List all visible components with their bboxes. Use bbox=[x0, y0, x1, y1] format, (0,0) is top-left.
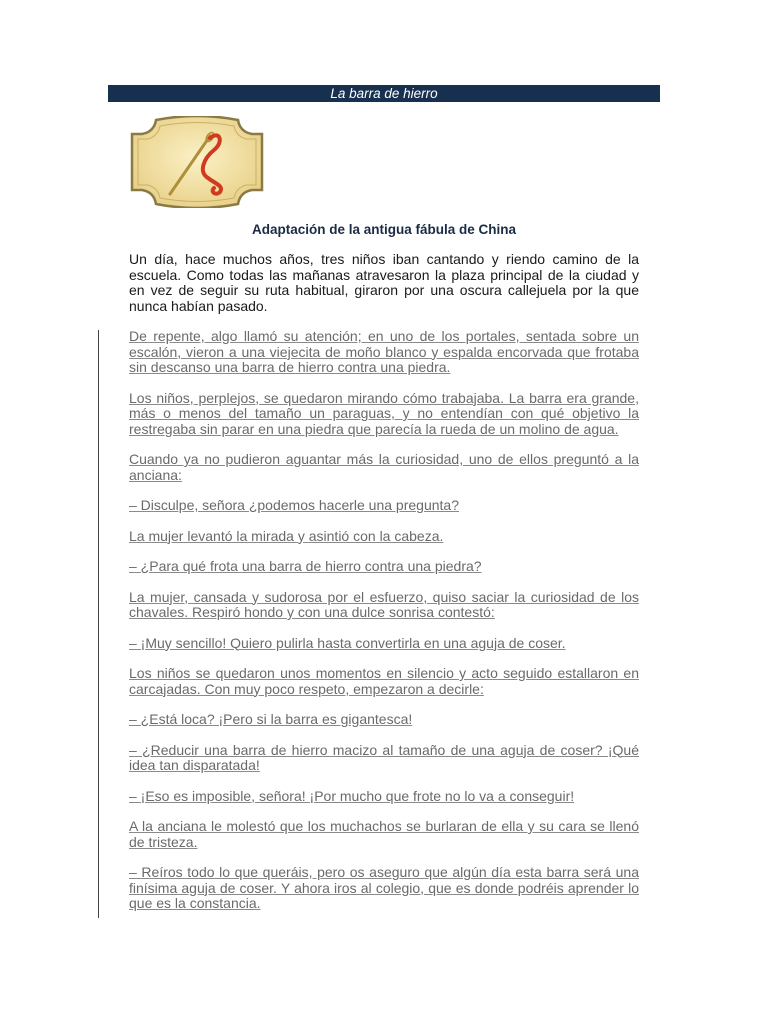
story-paragraph: – ¿Para qué frota una barra de hierro contra una piedra? bbox=[129, 558, 482, 574]
story-paragraph: Los niños se quedaron unos momentos en silencio y acto seguido estallaron en carcajadas. Con muy poco respeto, empezaron a decirle: bbox=[129, 665, 639, 697]
story-paragraph: – ¡Eso es imposible, señora! ¡Por mucho que frote no lo va a conseguir! bbox=[129, 787, 575, 804]
story-body bbox=[129, 329, 639, 927]
story-paragraph: A la anciana le molestó que los muchachos se burlaran de ella y su cara se llenó de tristeza. bbox=[129, 818, 639, 850]
story-paragraph: – Reíros todo lo que queráis, pero os aseguro que algún día esta barra será una finísima aguja de coser. Y ahora iros al colegio, que es donde podréis aprender lo que es la constancia. bbox=[129, 864, 639, 911]
subtitle: Adaptación de la antigua fábula de China bbox=[251, 222, 517, 237]
story-paragraph: – ¡Muy sencillo! Quiero pulirla hasta convertirla en una aguja de coser. bbox=[129, 634, 566, 651]
story-paragraph: La mujer levantó la mirada y asintió con la cabeza. bbox=[129, 527, 444, 544]
title-bar bbox=[108, 85, 660, 102]
story-paragraph: La mujer, cansada y sudorosa por el esfuerzo, quiso saciar la curiosidad de los chavales. Respiró hondo y con una dulce sonrisa contestó: bbox=[129, 588, 639, 620]
intro-paragraph: Un día, hace muchos años, tres niños iban cantando y riendo camino de la escuela. Como todas las mañanas atravesaron la plaza principal de la ciudad y en vez de seguir su ruta habitual, giraron por una oscura callejuela por la que nunca habían pasado. bbox=[129, 251, 639, 314]
margin-line bbox=[98, 330, 99, 918]
page-title: La barra de hierro bbox=[330, 86, 438, 101]
story-paragraph: De repente, algo llamó su atención; en uno de los portales, sentada sobre un escalón, vieron a una viejecita de moño blanco y espalda encorvada que frotaba sin descanso una barra de hierro contra una piedra. bbox=[129, 328, 639, 375]
story-paragraph: – Disculpe, señora ¿podemos hacerle una pregunta? bbox=[129, 497, 459, 513]
story-paragraph: – ¿Está loca? ¡Pero si la barra es gigantesca! bbox=[129, 711, 413, 727]
story-paragraph: – ¿Reducir una barra de hierro macizo al tamaño de una aguja de coser? ¡Qué idea tan disparatada! bbox=[129, 741, 639, 773]
needle-thread-icon bbox=[128, 116, 266, 208]
story-paragraph: Cuando ya no pudieron aguantar más la curiosidad, uno de ellos preguntó a la anciana: bbox=[129, 451, 639, 483]
story-paragraph: Los niños, perplejos, se quedaron mirando cómo trabajaba. La barra era grande, más o menos del tamaño un paraguas, y no entendían con qué objetivo la restregaba sin parar en una piedra que parecía la rueda de un molino de agua. bbox=[129, 389, 639, 437]
